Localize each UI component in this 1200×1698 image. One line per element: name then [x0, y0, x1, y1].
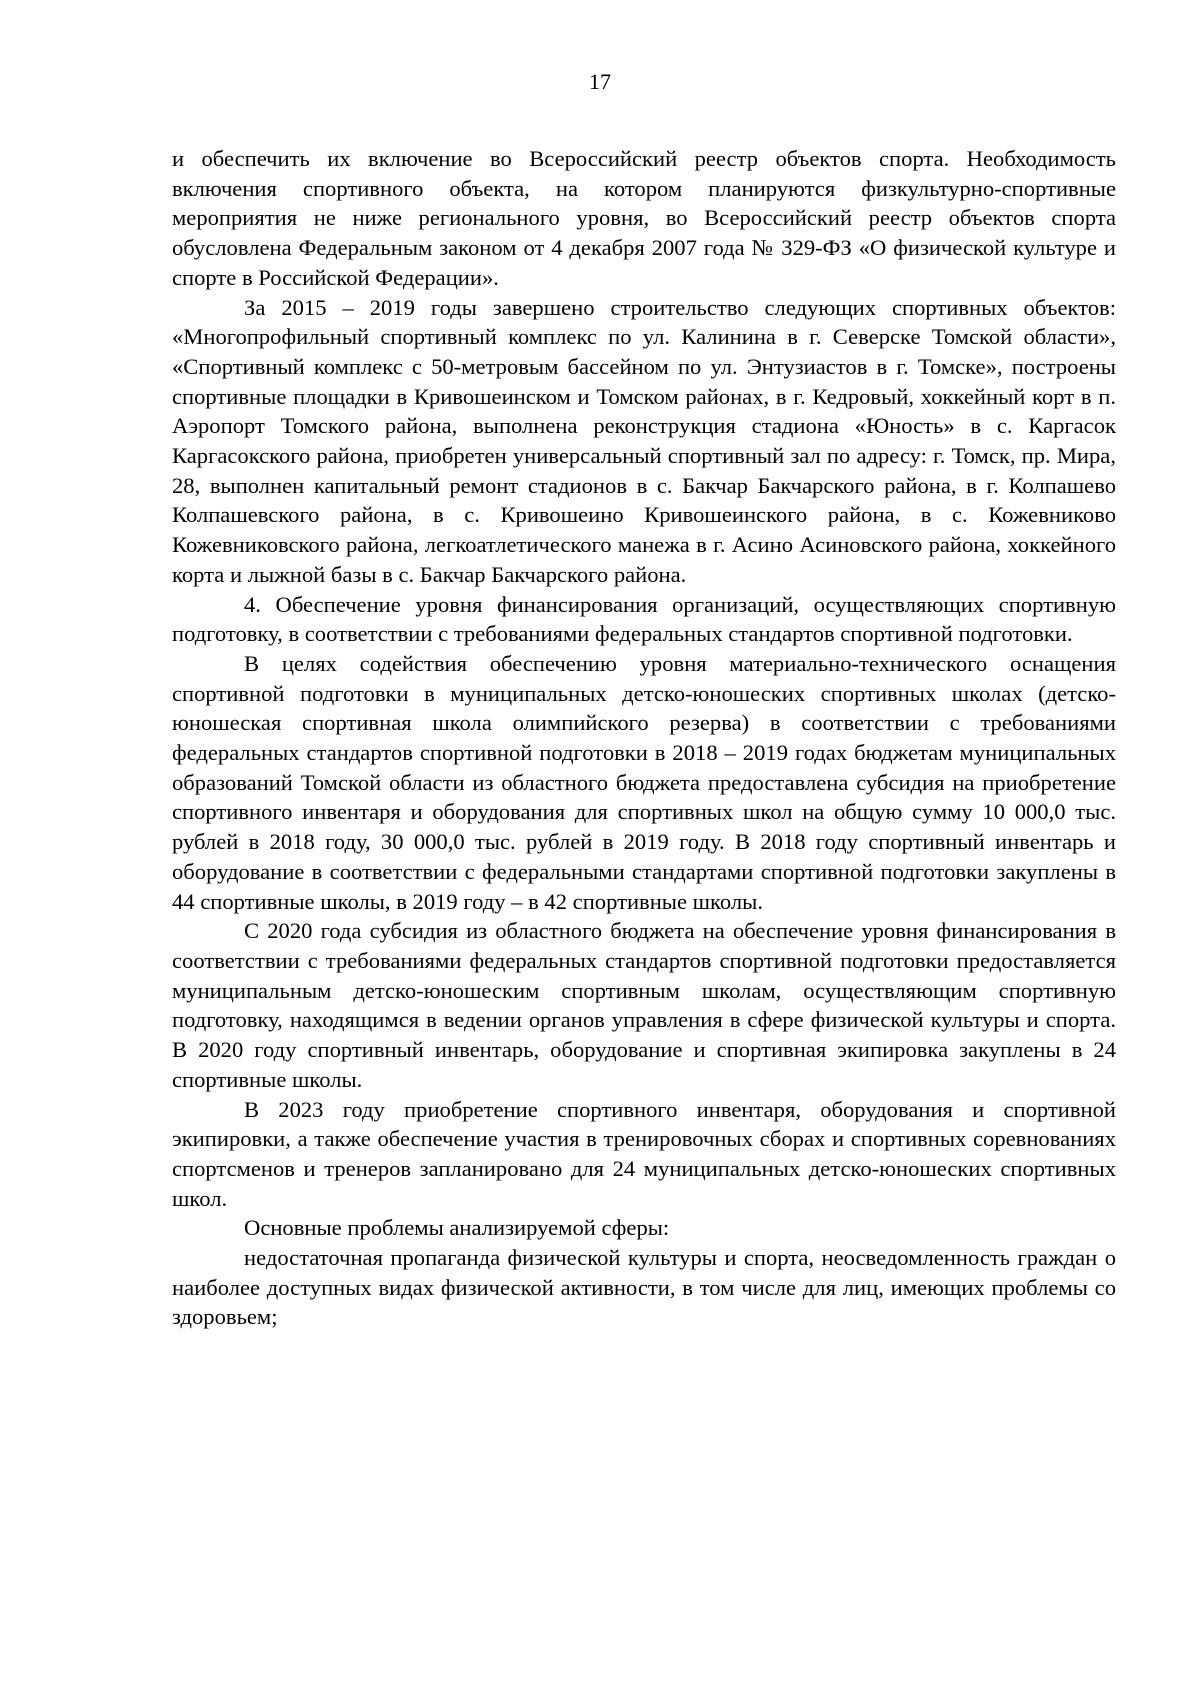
paragraph-subsidy-2020: С 2020 года субсидия из областного бюджета на обеспечение уровня финансирования в соответствии с требованиями федеральных стандартов спортивной подготовки предоставляется муниципальным детско-юношеским спортивным школам, осуществляющим спортивную подготовку, находящимся в ведении органов управления в сфере физической культуры и спорта. В 2020 году спортивный инвентарь, оборудование и спортивная экипировка закуплены в 24 спортивные школы. — [172, 918, 1116, 1092]
paragraph-sports-registry: и обеспечить их включение во Всероссийский реестр объектов спорта. Необходимость включения спортивного объекта, на котором планируются физкультурно-спортивные мероприятия не ниже регионального уровня, во Всероссийский реестр объектов спорта обусловлена Федеральным законом от 4 декабря 2007 года № 329-ФЗ «О физической культуре и спорте в Российской Федерации». — [172, 146, 1116, 290]
document-body — [172, 144, 1116, 1332]
paragraph-main-problems-heading: Основные проблемы анализируемой сферы: — [244, 1215, 670, 1241]
paragraph-subsidy-2018-2019: В целях содействия обеспечению уровня материально-технического оснащения спортивной подготовки в муниципальных детско-юношеских спортивных школах (детско-юношеская спортивная школа олимпийского резерва) в соответствии с требованиями федеральных стандартов спортивной подготовки в 2018 – 2019 годах бюджетам муниципальных образований Томской области из областного бюджета предоставлена субсидия на приобретение спортивного инвентаря и оборудования для спортивных школ на общую сумму 10 000,0 тыс. рублей в 2018 году, 30 000,0 тыс. рублей в 2019 году. В 2018 году спортивный инвентарь и оборудование в соответствии с федеральными стандартами спортивной подготовки закуплены в 44 спортивные школы, в 2019 году – в 42 спортивные школы. — [172, 650, 1116, 914]
page-number: 17 — [589, 69, 611, 94]
paragraph-problem-item: недостаточная пропаганда физической культуры и спорта, неосведомленность граждан о наиболее доступных видах физической активности, в том числе для лиц, имеющих проблемы со здоровьем; — [172, 1245, 1116, 1330]
paragraph-construction-2015-2019: За 2015 – 2019 годы завершено строительство следующих спортивных объектов: «Многопрофильный спортивный комплекс по ул. Калинина в г. Северске Томской области», «Спортивный комплекс с 50-метровым бассейном по ул. Энтузиастов в г. Томске», построены спортивные площадки в Кривошеинском и Томском районах, в г. Кедровый, хоккейный корт в п. Аэропорт Томского района, выполнена реконструкция стадиона «Юность» в с. Каргасок Каргасокского района, приобретен универсальный спортивный зал по адресу: г. Томск, пр. Мира, 28, выполнен капитальный ремонт стадионов в с. Бакчар Бакчарского района, в г. Колпашево Колпашевского района, в с. Кривошеино Кривошеинского района, в с. Кожевниково Кожевниковского района, легкоатлетического манежа в г. Асино Асиновского района, хоккейного корта и лыжной базы в с. Бакчар Бакчарского района. — [172, 294, 1116, 587]
paragraph-plan-2023: В 2023 году приобретение спортивного инвентаря, оборудования и спортивной экипировки, а также обеспечение участия в тренировочных сборах и спортивных соревнованиях спортсменов и тренеров запланировано для 24 муниципальных детско-юношеских спортивных школ. — [172, 1096, 1116, 1211]
paragraph-section-4-heading: 4. Обеспечение уровня финансирования организаций, осуществляющих спортивную подготовку, в соответствии с требованиями федеральных стандартов спортивной подготовки. — [172, 591, 1116, 647]
